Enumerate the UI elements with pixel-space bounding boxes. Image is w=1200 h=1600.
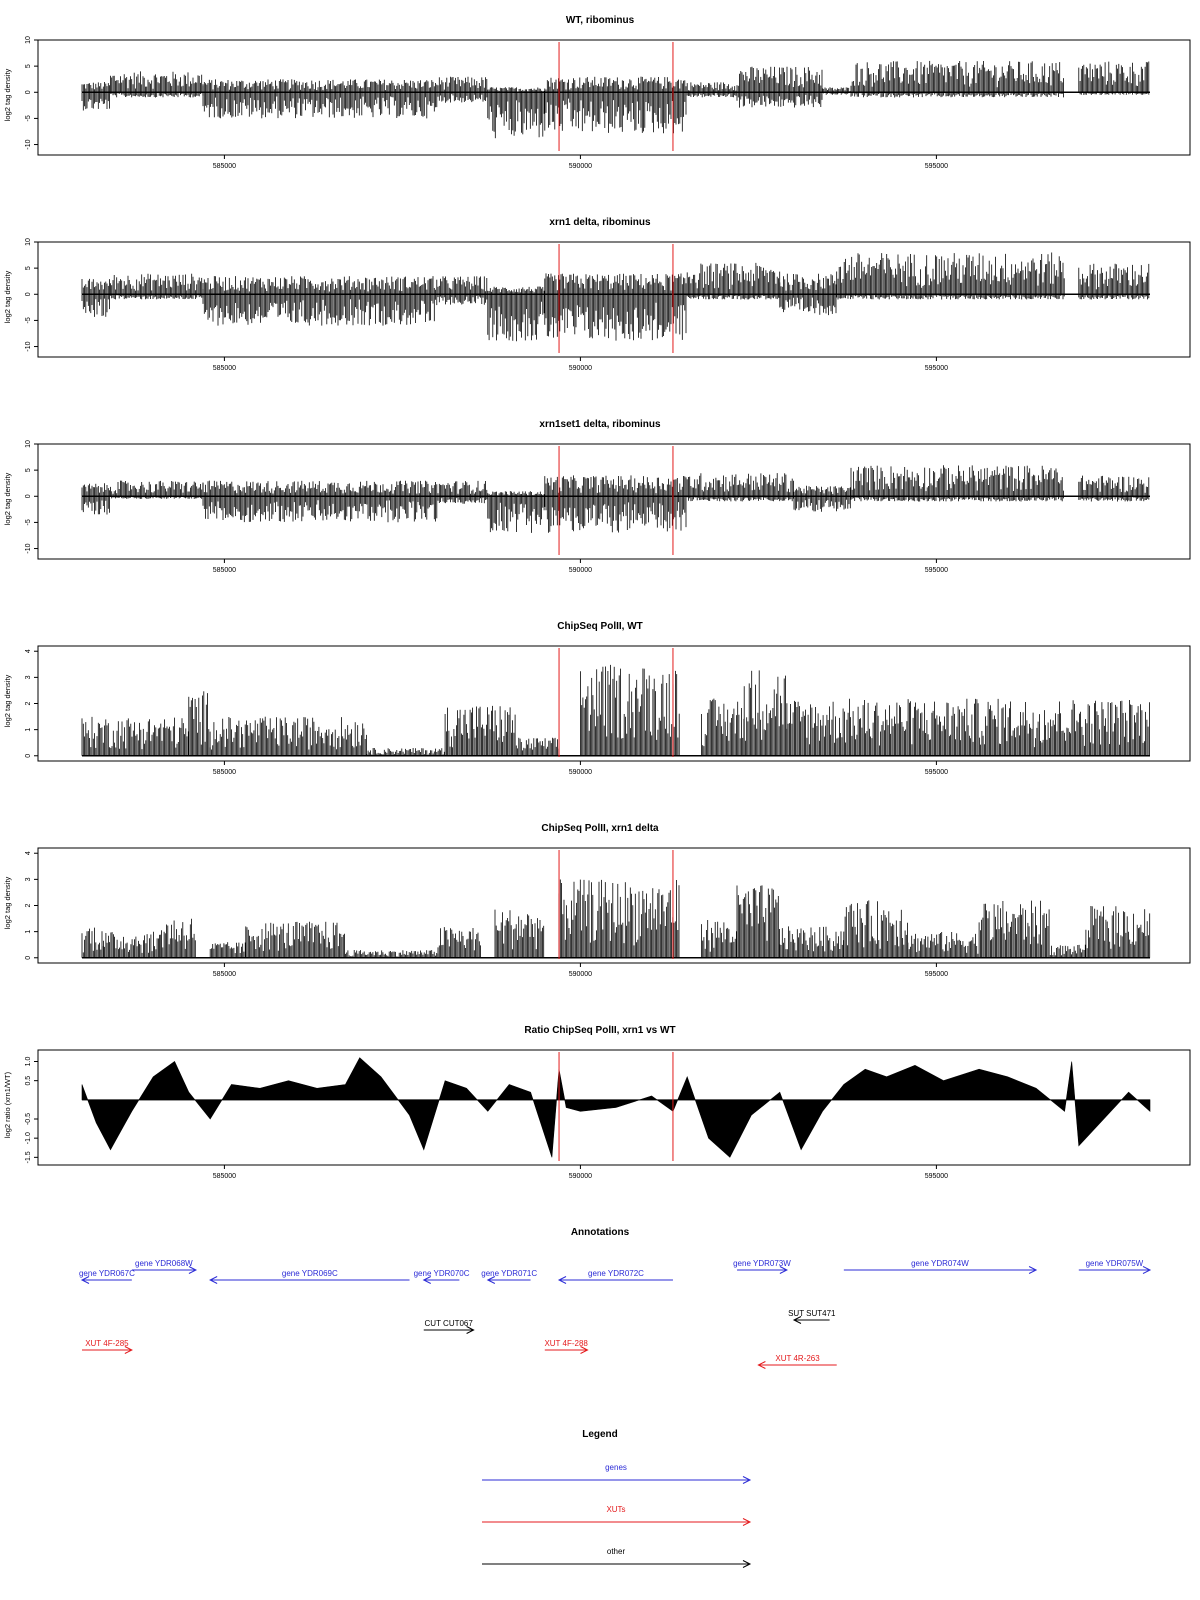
- y-tick-label: 5: [25, 64, 32, 69]
- panel-title: xrn1set1 delta, ribominus: [539, 419, 661, 430]
- plot-area: [25, 238, 1190, 372]
- y-tick-label: -5: [25, 519, 32, 526]
- y-axis-label: log2 tag density: [3, 68, 12, 122]
- x-tick-label: 590000: [568, 365, 593, 372]
- signal-bars: [82, 253, 1149, 342]
- x-tick-label: 585000: [212, 567, 237, 574]
- panel-xrn1set1-ribominus: [3, 419, 1190, 574]
- signal-bars: [82, 465, 1149, 533]
- y-tick-label: -10: [25, 543, 32, 554]
- y-tick-label: 10: [25, 36, 32, 44]
- panel-wt-ribominus: [3, 15, 1190, 170]
- signal-bars: [82, 61, 1149, 138]
- y-tick-label: -5: [25, 115, 32, 122]
- x-tick-label: 585000: [212, 163, 237, 170]
- panel-xrn1-ribominus: [3, 217, 1190, 372]
- x-tick-label: 595000: [924, 365, 949, 372]
- x-tick-label: 590000: [568, 567, 593, 574]
- y-axis-label: log2 tag density: [3, 270, 12, 324]
- x-tick-label: 590000: [568, 163, 593, 170]
- plot-area: [25, 36, 1190, 170]
- y-tick-label: -10: [25, 341, 32, 352]
- x-tick-label: 595000: [924, 163, 949, 170]
- y-tick-label: 0: [25, 494, 32, 499]
- y-tick-label: 5: [25, 468, 32, 473]
- y-tick-label: -10: [25, 139, 32, 150]
- y-tick-label: 5: [25, 266, 32, 271]
- y-tick-label: 0: [25, 292, 32, 297]
- panel-title: WT, ribominus: [565, 15, 635, 26]
- y-tick-label: 0: [25, 90, 32, 95]
- y-tick-label: 10: [25, 440, 32, 448]
- y-tick-label: -5: [25, 317, 32, 324]
- x-tick-label: 595000: [924, 567, 949, 574]
- plot-area: [25, 440, 1190, 574]
- panel-title: xrn1 delta, ribominus: [549, 217, 651, 228]
- x-tick-label: 585000: [212, 365, 237, 372]
- y-axis-label: log2 tag density: [3, 472, 12, 526]
- y-tick-label: 10: [25, 238, 32, 246]
